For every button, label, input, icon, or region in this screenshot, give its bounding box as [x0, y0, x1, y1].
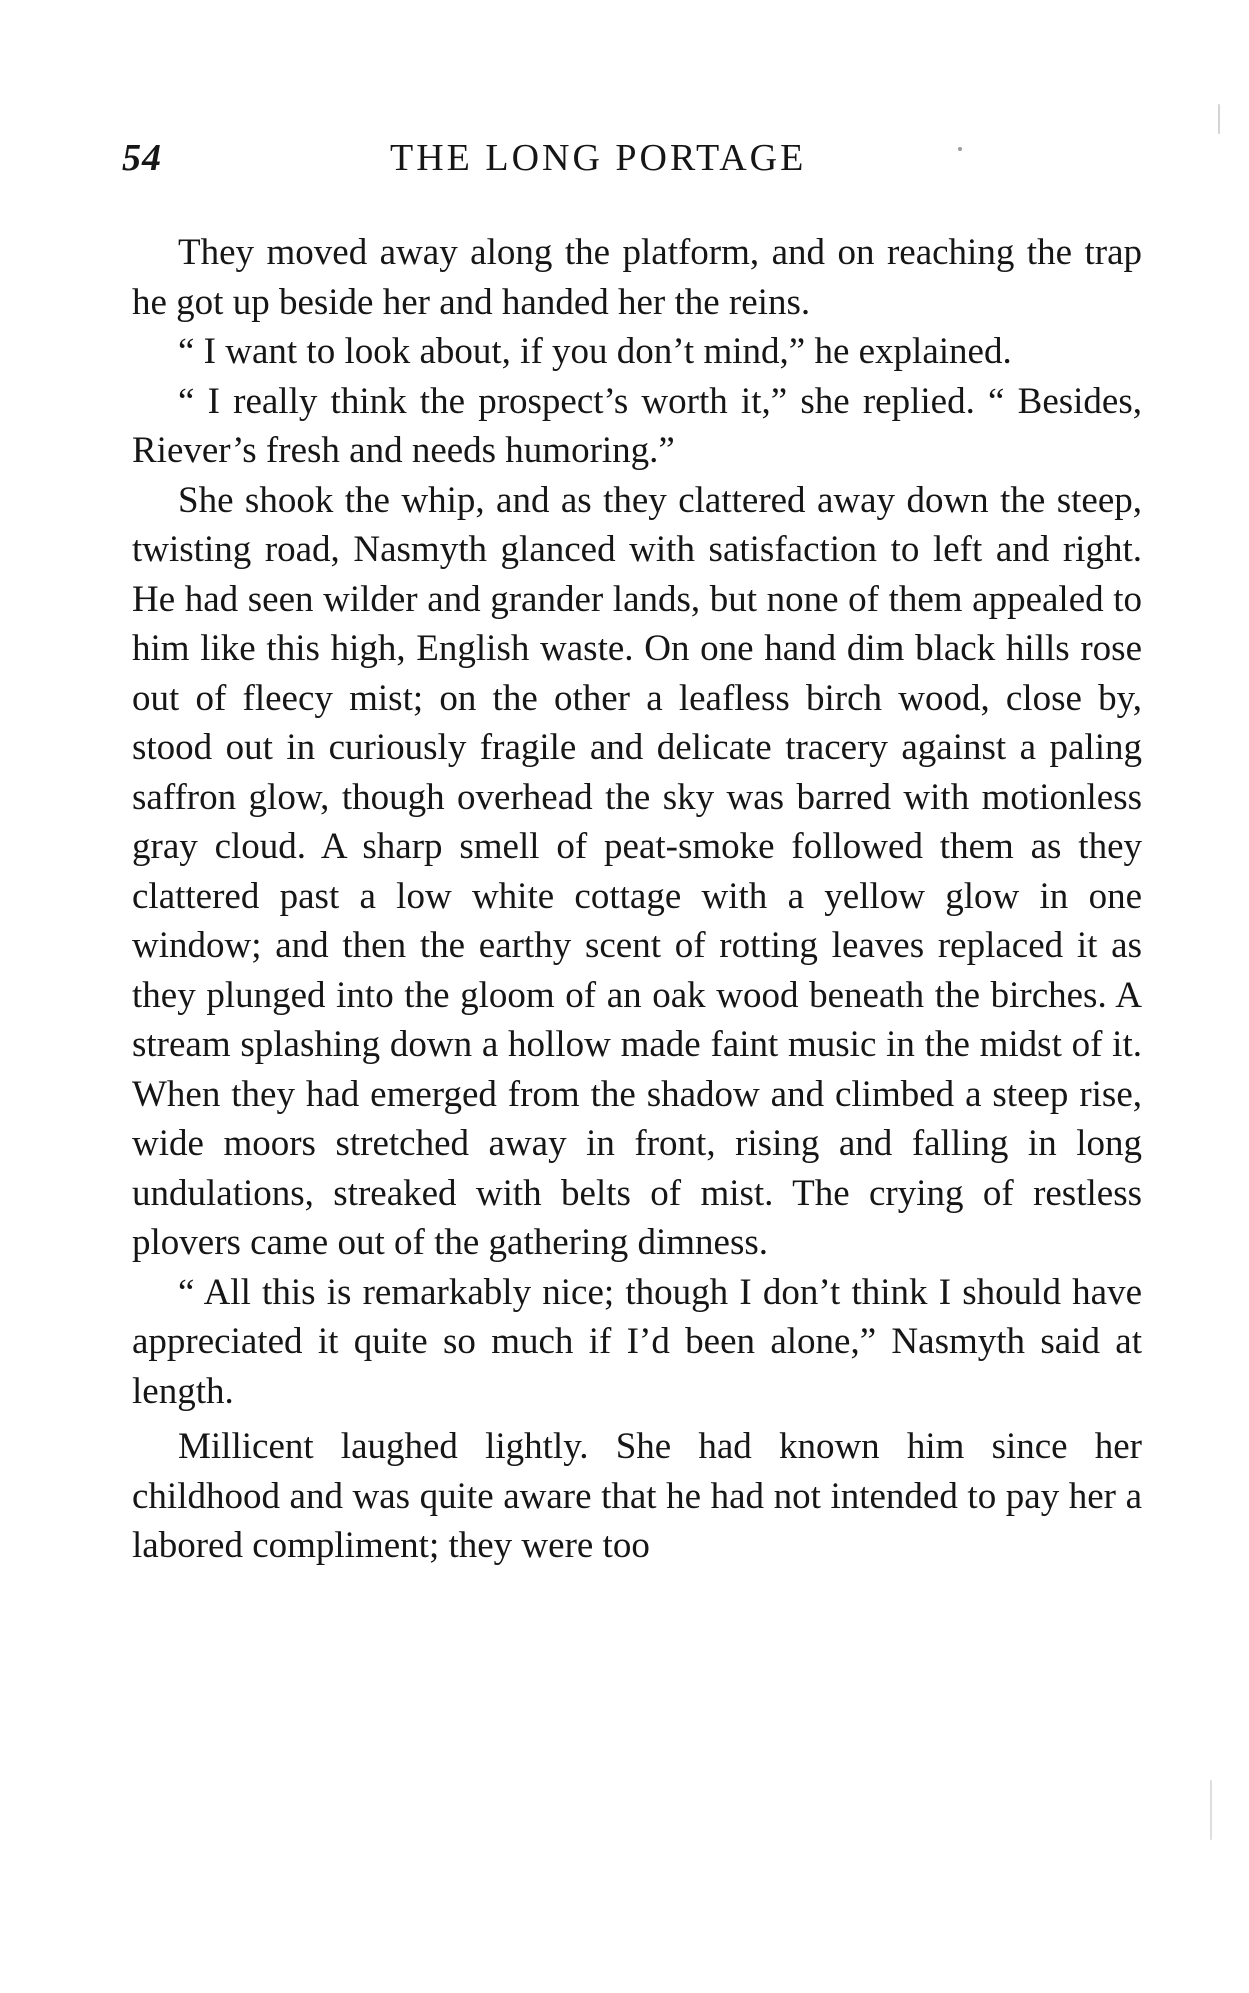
scan-speck [1218, 104, 1220, 134]
page-number: 54 [122, 137, 162, 179]
running-title: THE LONG PORTAGE [390, 137, 807, 179]
paragraph: She shook the whip, and as they clattered away down the steep, twisting road, Nasmyth glanced with satisfaction to left and right. He had seen wilder and grander lands, but none of them appealed to him like this high, English waste. On one hand dim black hills rose out of fleecy mist; on the other a leafless birch wood, close by, stood out in curiously fragile and delicate tracery against a paling saffron glow, though overhead the sky was barred with motionless gray cloud. A sharp smell of peat-smoke followed them as they clattered past a low white cottage with a yellow glow in one window; and then the earthy scent of rotting leaves replaced it as they plunged into the gloom of an oak wood beneath the birches. A stream splashing down a hollow made faint music in the midst of it. When they had emerged from the shadow and climbed a steep rise, wide moors stretched away in front, rising and falling in long undulations, streaked with belts of mist. The crying of restless plovers came out of the gathering dimness. [132, 479, 1142, 1263]
paragraph: They moved away along the platform, and on reaching the trap he got up beside her and handed her the reins. [132, 232, 1142, 323]
scan-speck [958, 147, 962, 151]
body-text [132, 228, 1142, 1571]
paragraph: Millicent laughed lightly. She had known him since her childhood and was quite aware that he had not intended to pay her a labored compliment; they were too [132, 1426, 1142, 1566]
scan-speck [1210, 1780, 1212, 1840]
paragraph: “ I want to look about, if you don’t mind,” he explained. [178, 331, 1012, 372]
page-header [122, 136, 1152, 196]
paragraph: “ I really think the prospect’s worth it,” she replied. “ Besides, Riever’s fresh and needs humoring.” [132, 380, 1142, 471]
paragraph: “ All this is remarkably nice; though I don’t think I should have appreciated it quite so much if I’d been alone,” Nasmyth said at length. [132, 1271, 1142, 1412]
